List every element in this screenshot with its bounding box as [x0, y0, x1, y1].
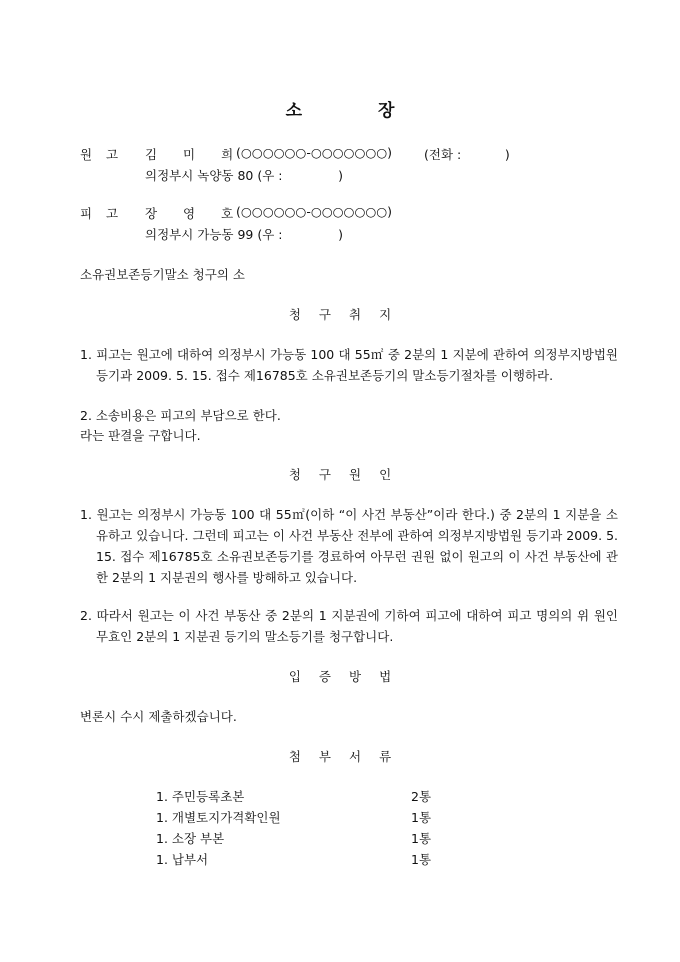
claim-cause-item-2: 2. 따라서 원고는 이 사건 부동산 중 2분의 1 지분권에 기하여 피고에 대하여 피고 명의의 위 원인무효인 2분의 1 지분권 등기의 말소등기를 청구합니다.	[80, 608, 618, 644]
heading-char: 법	[379, 669, 392, 684]
evidence-heading	[0, 667, 680, 685]
attachments-heading	[0, 747, 680, 765]
document-title	[0, 96, 680, 121]
claim-purpose-closing: 라는 판결을 구합니다.	[80, 428, 201, 443]
heading-char: 원	[349, 467, 362, 482]
attachment-count: 1통	[411, 831, 432, 846]
heading-char: 류	[379, 749, 392, 764]
claim-purpose-item-1: 1. 피고는 원고에 대하여 의정부시 가능동 100 대 55㎡ 중 2분의 1 지분에 관하여 의정부지방법원 등기과 2009. 5. 15. 접수 제16785호 소유권보존등기의 말소등기절차를 이행하라.	[80, 347, 618, 383]
title-char-1: 소	[285, 101, 302, 121]
heading-char: 첨	[288, 749, 301, 764]
claim-purpose-heading	[0, 305, 680, 323]
plaintiff-role: 원 고	[80, 147, 119, 162]
attachment-name: 1. 납부서	[156, 852, 209, 867]
defendant-rrn: (○○○○○○-○○○○○○○)	[236, 204, 393, 219]
defendant-role: 피 고	[80, 206, 119, 221]
heading-char: 청	[288, 307, 301, 322]
plaintiff-name: 김 미 희	[145, 147, 234, 162]
heading-char: 증	[318, 669, 331, 684]
claim-cause-item-1: 1. 원고는 의정부시 가능동 100 대 55㎡(이하 “이 사건 부동산”이라 한다.) 중 2분의 1 지분을 소유하고 있습니다. 그런데 피고는 이 사건 부동산 전부에 관하여 의정부지방법원 등기과 2009. 5. 15. 접수 제16785호 소유권보존등기를 경료하여 아무런 권원 없이 원고의 이 사건 부동산에 관한 2분의 1 지분권의 행사를 방해하고 있습니다.	[80, 507, 618, 585]
attachment-count: 2통	[411, 789, 432, 804]
attachment-count: 1통	[411, 852, 432, 867]
case-name: 소유권보존등기말소 청구의 소	[80, 267, 245, 282]
heading-char: 입	[288, 669, 301, 684]
attachment-name: 1. 주민등록초본	[156, 789, 245, 804]
heading-char: 부	[318, 749, 331, 764]
evidence-text: 변론시 수시 제출하겠습니다.	[80, 709, 237, 724]
attachment-count: 1통	[411, 810, 432, 825]
heading-char: 취	[349, 307, 362, 322]
attachment-name: 1. 소장 부본	[156, 831, 225, 846]
plaintiff-rrn: (○○○○○○-○○○○○○○)	[236, 145, 393, 160]
title-char-2: 장	[378, 101, 395, 121]
claim-purpose-item-2: 2. 소송비용은 피고의 부담으로 한다.	[80, 408, 281, 423]
defendant-address: 의정부시 가능동 99 (우 : )	[145, 227, 343, 242]
heading-char: 구	[318, 467, 331, 482]
heading-char: 인	[379, 467, 392, 482]
heading-char: 방	[349, 669, 362, 684]
heading-char: 지	[379, 307, 392, 322]
heading-char: 구	[318, 307, 331, 322]
plaintiff-phone: (전화 : )	[424, 147, 510, 162]
claim-cause-heading	[0, 465, 680, 483]
plaintiff-address: 의정부시 녹양동 80 (우 : )	[145, 168, 343, 183]
defendant-name: 장 영 호	[145, 206, 234, 221]
heading-char: 서	[349, 749, 362, 764]
attachment-name: 1. 개별토지가격확인원	[156, 810, 281, 825]
heading-char: 청	[288, 467, 301, 482]
